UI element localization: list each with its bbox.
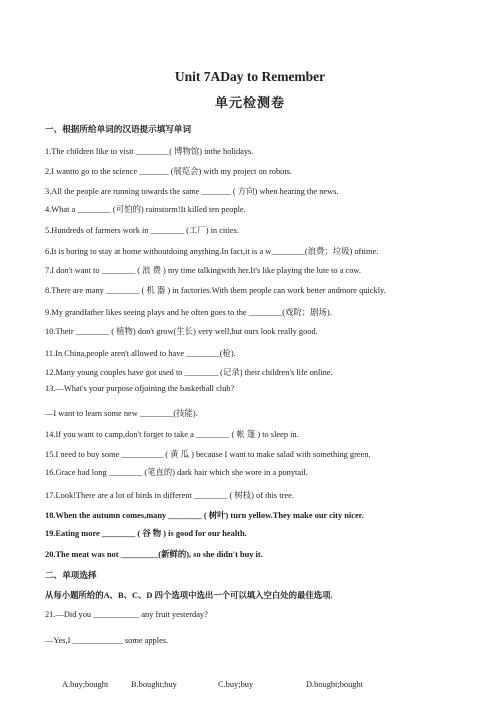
- question-item: 14.If you want to camp,don't forget to take a ________ ( 帐 篷 ) to sleep in.: [45, 430, 299, 439]
- question-item: 11.In China,people aren't allowed to have ________(枪).: [45, 349, 236, 358]
- question-item: 18.When the autumn comes,many ________ ( 树叶) turn yellow.They make our city nicer.: [45, 511, 364, 520]
- question-item: 3.All the people are running towards the same _______ ( 方向) when hearing the news.: [45, 187, 339, 196]
- answer-option-b: B.bought;buy: [131, 680, 177, 689]
- question-item: 5.Hundreds of farmers work in ________ (工厂) in cities.: [45, 226, 239, 235]
- answer-option-c: C.buy;buy: [218, 680, 254, 689]
- section-instruction: 从每小题所给的A、B、C、D 四个选项中选出一个可以填入空白处的最佳选项.: [45, 591, 333, 600]
- question-item: 17.Look!There are a lot of birds in different ________ ( 树枝) of this tree.: [45, 491, 294, 500]
- answer-option-d: D.bought;bought: [306, 680, 363, 689]
- question-item: 16.Grace had long ________ (笔直的) dark hair which she wore in a ponytail.: [45, 468, 308, 477]
- question-item: 6.It is boring to stay at home withoutdoing anything.In fact,it is a w________(浪费；垃圾) oftime.: [45, 247, 379, 256]
- question-item: 10.Their ________ ( 植物) don't grow(生长) very well,but ours look really good.: [45, 327, 318, 336]
- question-item: —I want to learn some new ________(技能).: [45, 409, 198, 418]
- question-item: 1.The children like to visit ________( 博物馆) inthe holidays.: [45, 147, 254, 156]
- question-item: 20.The meat was not _________(新鲜的), so she didn't buy it.: [45, 550, 263, 559]
- question-item: —Yes,I ____________ some apples.: [45, 636, 169, 645]
- section-heading-multiple-choice: 二、单项选择: [45, 570, 97, 580]
- section-heading-vocabulary: 一、根据所给单词的汉语提示填写单词: [45, 124, 192, 134]
- question-item: 2.I wantto go to the science _______ (展览会) with my project on robots.: [45, 167, 293, 176]
- question-item: 19.Eating more ________ ( 谷 物 ) is good for our health.: [45, 529, 247, 538]
- question-item: 21.—Did you ___________ any fruit yesterday?: [45, 610, 208, 619]
- answer-option-a: A.buy;bought: [62, 680, 109, 689]
- question-item: 7.I don't want to ________ ( 浪 费 ) my time talkingwith her.It's like playing the lute to a cow.: [45, 266, 362, 275]
- question-item: 9.My grandfather likes seeing plays and he often goes to the ________(戏院；剧场).: [45, 308, 332, 317]
- question-item: 12.Many young couples have got used to ________ (记录) their children's life online.: [45, 368, 333, 377]
- question-item: 13.—What's your purpose ofjoining the basketball club?: [45, 384, 235, 393]
- question-item: 4.What a ________ (可怕的) rainstorm!It killed ten people.: [45, 205, 246, 214]
- question-item: 15.I need to buy some __________ ( 黄 瓜 ) because I want to make salad with something green.: [45, 450, 371, 459]
- question-item: 8.There are many ________ ( 机 器 ) in factories.With them people can work better andmore quickly.: [45, 286, 386, 295]
- page-subtitle: 单元检测卷: [214, 95, 285, 110]
- page-title: Unit 7ADay to Remember: [174, 69, 326, 84]
